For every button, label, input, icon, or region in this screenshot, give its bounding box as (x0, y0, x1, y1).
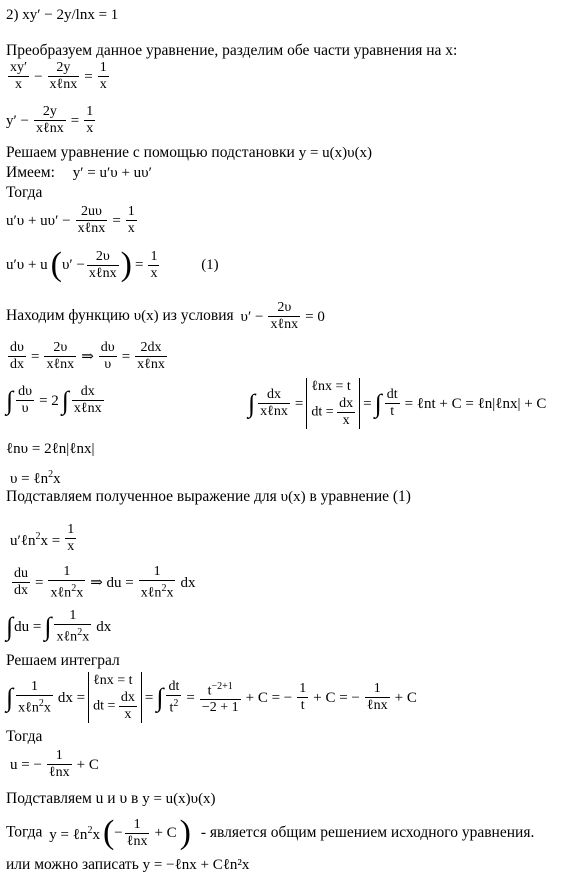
equation-grouped: u′υ + u(υ′ − $\frac{2\upsilon}{\text{xℓnx}}$ ) = $\frac{1}{x}$ (1) (6, 246, 219, 283)
equation-ln-v: ℓnυ = 2ℓn|ℓnx| (6, 441, 95, 457)
equation-v-result: υ = ℓn$^2$x (10, 469, 61, 487)
equation-integrate-u: ∫du = ∫ $\frac{1}{x\ell n^2x}$ dx (6, 608, 112, 645)
integral-substitution-1: ∫ $\frac{dx}{\text{xℓnx}}$ = ℓnx = t dt = $\frac{dx}{x}$ = ∫ $\frac{dt}{t}$ = ℓnt + C = ℓn|ℓnx| + C (248, 379, 547, 428)
equation-divided: $\frac{xy'}{x}$ − $\frac{2y}{\text{xℓnx}}$ = $\frac{1}{x}$ (10, 60, 107, 92)
step-general-solution: Тогда y = ℓn$^2$x(− $\frac{1}{\text{ℓnx}}$ + C) - является общим решением исходного уравнения. (6, 814, 535, 851)
step-alternative-form: или можно записать y = −ℓnx + Cℓn²x (6, 856, 250, 873)
step-divide-text: Преобразуем данное уравнение, разделим обе части уравнения на x: (6, 42, 458, 59)
step-then-2: Тогда (6, 728, 43, 745)
problem-text: 2) xy′ − 2y/lnx = 1 (6, 7, 119, 23)
equation-label: (1) (201, 257, 219, 273)
equation-simplified: y′ − $\frac{2y}{\text{xℓnx}}$ = $\frac{1}{x}$ (6, 104, 94, 136)
equation-u-prime: u′ℓn$^2$x = $\frac{1}{x}$ (10, 522, 75, 554)
step-then-1: Тогда (6, 184, 43, 201)
equation-u-result: u = − $\frac{1}{\text{ℓnx}}$ + C (10, 748, 99, 780)
step-substitution: Решаем уравнение с помощью подстановки y = u(x)υ(x) (6, 144, 373, 161)
step-substitute-uv: Подставляем u и υ в y = u(x)υ(x) (6, 790, 216, 807)
integral-substitution-2: ∫ $\frac{1}{x\ell n^2x}$ dx = ℓnx = t dt = $\frac{dx}{x}$ = ∫ $\frac{dt}{t^2}$ = $\frac{t^{-2+1}}{-2 + 1}$ + C = − $\frac{1}{t}$ + C = − $\frac{1}{\text{ℓnx}}$ + C (6, 673, 417, 722)
step-find-v: Находим функцию υ(x) из условия υ′ − $\frac{2\upsilon}{\text{xℓnx}}$ = 0 (6, 300, 325, 332)
step-solve-integral: Решаем интеграл (6, 652, 120, 669)
equation-separate: $\frac{d\upsilon}{dx}$ = $\frac{2\upsilon}{\text{xℓnx}}$ ⇒ $\frac{d\upsilon}{\upsilon}$ = $\frac{2dx}{\text{xℓnx}}$ (10, 340, 165, 372)
equation-du: $\frac{du}{dx}$ = $\frac{1}{x\ell n^2x}$ ⇒ du = $\frac{1}{x\ell n^2x}$ dx (14, 564, 196, 601)
equation-substituted: u′υ + uυ′ − $\frac{2u\upsilon}{\text{xℓnx}}$ = $\frac{1}{x}$ (6, 204, 135, 236)
equation-integrate-v: ∫ $\frac{d\upsilon}{\upsilon}$ = 2 ∫ $\frac{dx}{\text{xℓnx}}$ (6, 384, 102, 416)
problem-title (6, 6, 118, 24)
step-derivative: Имеем: y′ = u′υ + uυ′ (6, 164, 152, 181)
step-substitute-v: Подставляем полученное выражение для υ(x) в уравнение (1) (6, 488, 411, 505)
